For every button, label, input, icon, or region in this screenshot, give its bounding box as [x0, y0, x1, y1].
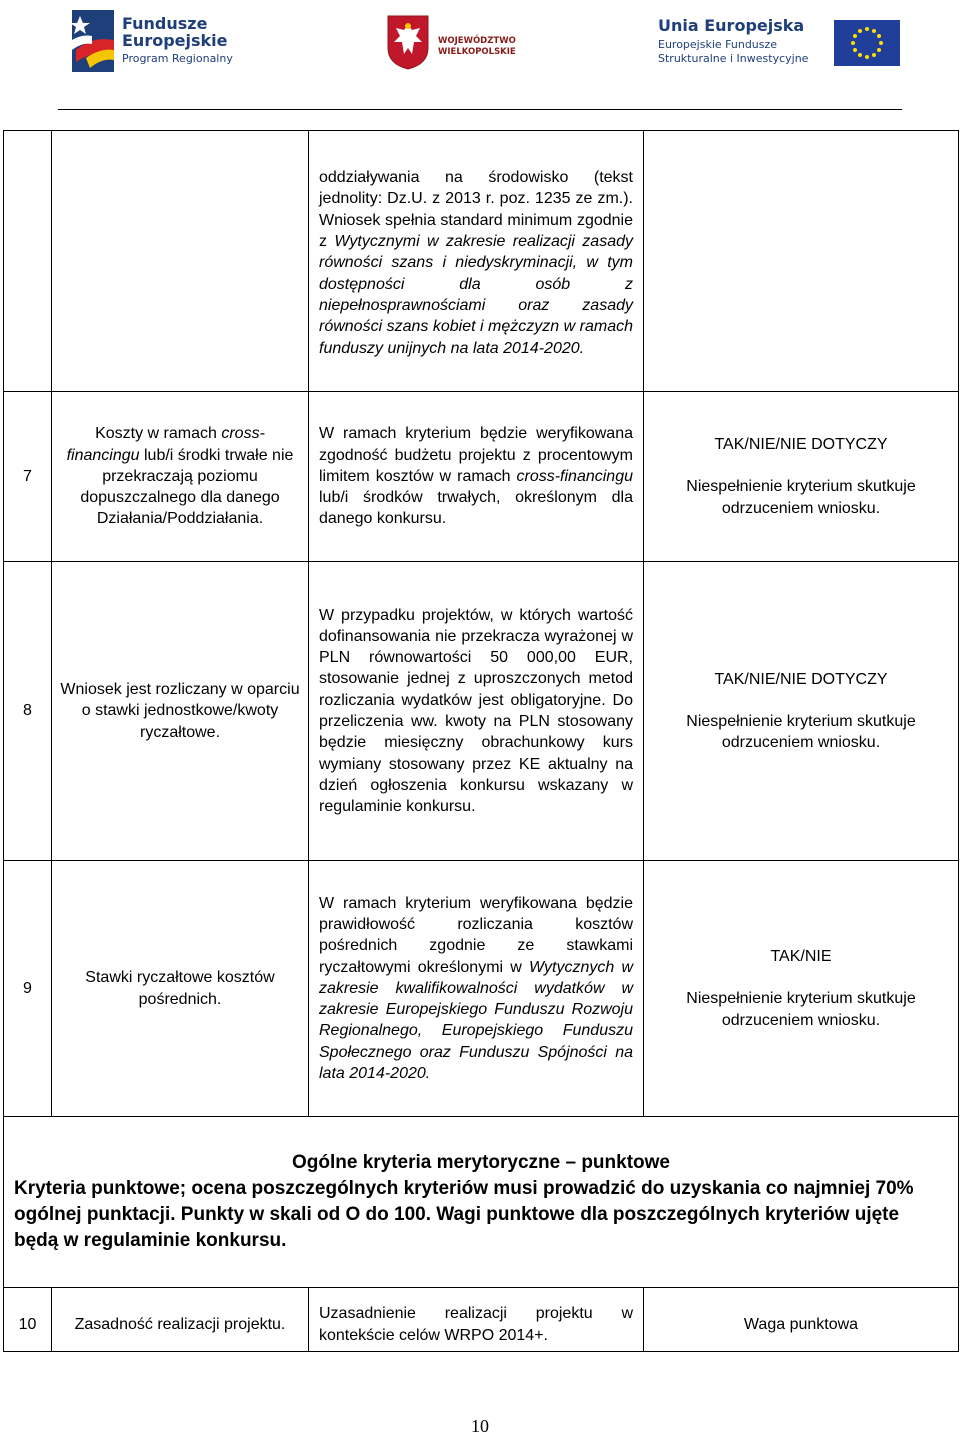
eu-logo-line2: Europejskie Fundusze — [658, 38, 778, 51]
criterion-name-cell — [52, 1288, 309, 1352]
eagle-shield-icon — [386, 14, 430, 70]
description-text: W ramach kryterium weryfikowana będzie prawidłowość rozliczania kosztów pośrednich zgodnie ze stawkami ryczałtowymi określonymi w — [319, 894, 633, 976]
criterion-name-text: Koszty w ramach — [95, 425, 222, 443]
evaluation-cell — [644, 131, 959, 392]
description-italic-text: Wytycznych w zakresie kwalifikowalności wydatków w zakresie Europejskiego Funduszu Rozwoju Regionalnego, Europejskiego Funduszu Społecznego oraz Funduszu Spójności na lata 2014-2020. — [319, 958, 634, 1083]
eu-flag-icon — [834, 20, 900, 66]
fundusze-europejskie-logo — [72, 10, 242, 74]
criterion-name-text: lub/i środki trwałe nie przekraczają poziomu dopuszczalnego dla danego Działania/Poddziałania. — [80, 446, 294, 528]
evaluation-options: TAK/NIE/NIE DOTYCZY — [714, 670, 888, 688]
row-number: 8 — [4, 562, 52, 861]
criterion-name-cell — [52, 392, 309, 562]
evaluation-options: TAK/NIE — [770, 948, 832, 966]
page-number: 10 — [471, 1416, 489, 1436]
row-number-cell — [4, 131, 52, 392]
criterion-name: Stawki ryczałtowe kosztów pośrednich. — [52, 861, 309, 1117]
table-row — [4, 392, 959, 562]
fe-logo-line1: Fundusze — [122, 14, 208, 33]
description-text: lub/i środków trwałych, określonym dla danego konkursu. — [319, 489, 633, 528]
criterion-description-cell — [309, 861, 644, 1117]
table-row — [4, 1288, 959, 1352]
unia-europejska-logo — [658, 14, 908, 74]
wojewodztwo-wielkopolskie-logo — [386, 14, 526, 74]
criterion-description-cell — [309, 392, 644, 562]
row-number: 10 — [18, 1315, 37, 1333]
evaluation-cell — [644, 562, 959, 861]
criterion-description-cell — [309, 131, 644, 392]
section-description: Kryteria punktowe; ocena poszczególnych kryteriów musi prowadzić do uzyskania co najmniej 70% ogólnej punktacji. Punkty w skali od O do 100. Wagi punktowe dla poszczególnych kryteriów ujęte będą w regulaminie konkursu. — [14, 1178, 914, 1251]
description-text: W ramach kryterium będzie weryfikowana zgodność budżetu projektu z procentowym limitem kosztów w ramach — [319, 425, 633, 485]
criterion-name-cell — [52, 131, 309, 392]
evaluation-cell — [644, 392, 959, 562]
row-number: 7 — [4, 392, 52, 562]
criterion-description: W przypadku projektów, w których wartość dofinansowania nie przekracza wyrażonej w PLN równowartości 50 000,00 EUR, stosowanie jednej z uproszczonych metod rozliczania wydatków jest obligatoryjne. Do przeliczenia ww. kwoty na PLN stosowany będzie miesięczny obrachunkowy kurs wymiany stosowany przez KE aktualny na dzień ogłoszenia konkursu wskazany w regulaminie konkursu. — [309, 562, 644, 861]
description-text: oddziaływania na środowisko (tekst jednolity: Dz.U. z 2013 r. poz. 1235 ze zm.). — [319, 169, 633, 208]
fe-logo-line2: Europejskie — [122, 30, 228, 50]
eu-logo-line3: Strukturalne i Inwestycyjne — [658, 51, 809, 65]
criterion-description-cell — [309, 1288, 644, 1352]
table-row — [4, 562, 959, 861]
criterion-description: Uzasadnienie realizacji projektu w kontekście celów WRPO 2014+. — [319, 1305, 633, 1344]
evaluation-options: Waga punktowa — [743, 1315, 859, 1333]
row-number-cell — [4, 1288, 52, 1352]
fe-flag-icon — [72, 10, 114, 72]
section-heading-row — [4, 1117, 959, 1288]
eu-logo-line1: Unia Europejska — [658, 16, 805, 35]
fe-logo-line3: Program Regionalny — [122, 51, 233, 65]
section-title: Ogólne kryteria merytoryczne – punktowe — [291, 1152, 670, 1173]
header-divider — [58, 109, 902, 110]
evaluation-cell — [644, 1288, 959, 1352]
description-italic-text: Wytycznymi w zakresie realizacji zasady równości szans i niedyskryminacji, w tym dostępności dla osób z niepełnosprawnościami oraz zasady równości szans kobiet i mężczyzn w ramach funduszy unijnych na lata 2014-2020. — [319, 233, 633, 357]
evaluation-cell — [644, 861, 959, 1117]
evaluation-consequence: Niespełnienie kryterium skutkuje odrzuceniem wniosku. — [686, 712, 916, 752]
evaluation-options: TAK/NIE/NIE DOTYCZY — [714, 436, 888, 454]
page-header — [0, 0, 960, 110]
table-row — [4, 131, 959, 392]
criteria-table — [3, 130, 959, 1352]
criterion-name: Wniosek jest rozliczany w oparciu o stawki jednostkowe/kwoty ryczałtowe. — [52, 562, 309, 861]
ww-logo-line2: WIELKOPOLSKIE — [438, 46, 516, 57]
general-criteria-cell — [4, 1117, 959, 1288]
table-row — [4, 861, 959, 1117]
evaluation-consequence: Niespełnienie kryterium skutkuje odrzuceniem wniosku. — [686, 990, 916, 1029]
criterion-name-italic: cross-financingu — [66, 425, 265, 464]
row-number: 9 — [4, 861, 52, 1117]
ww-logo-line1: WOJEWÓDZTWO — [438, 36, 516, 46]
evaluation-consequence: Niespełnienie kryterium skutkuje odrzuceniem wniosku. — [686, 478, 916, 517]
criterion-name: Zasadność realizacji projektu. — [74, 1315, 286, 1333]
description-text: Wniosek spełnia standard minimum zgodnie z — [319, 211, 633, 251]
description-italic-text: cross-financingu — [516, 467, 633, 485]
